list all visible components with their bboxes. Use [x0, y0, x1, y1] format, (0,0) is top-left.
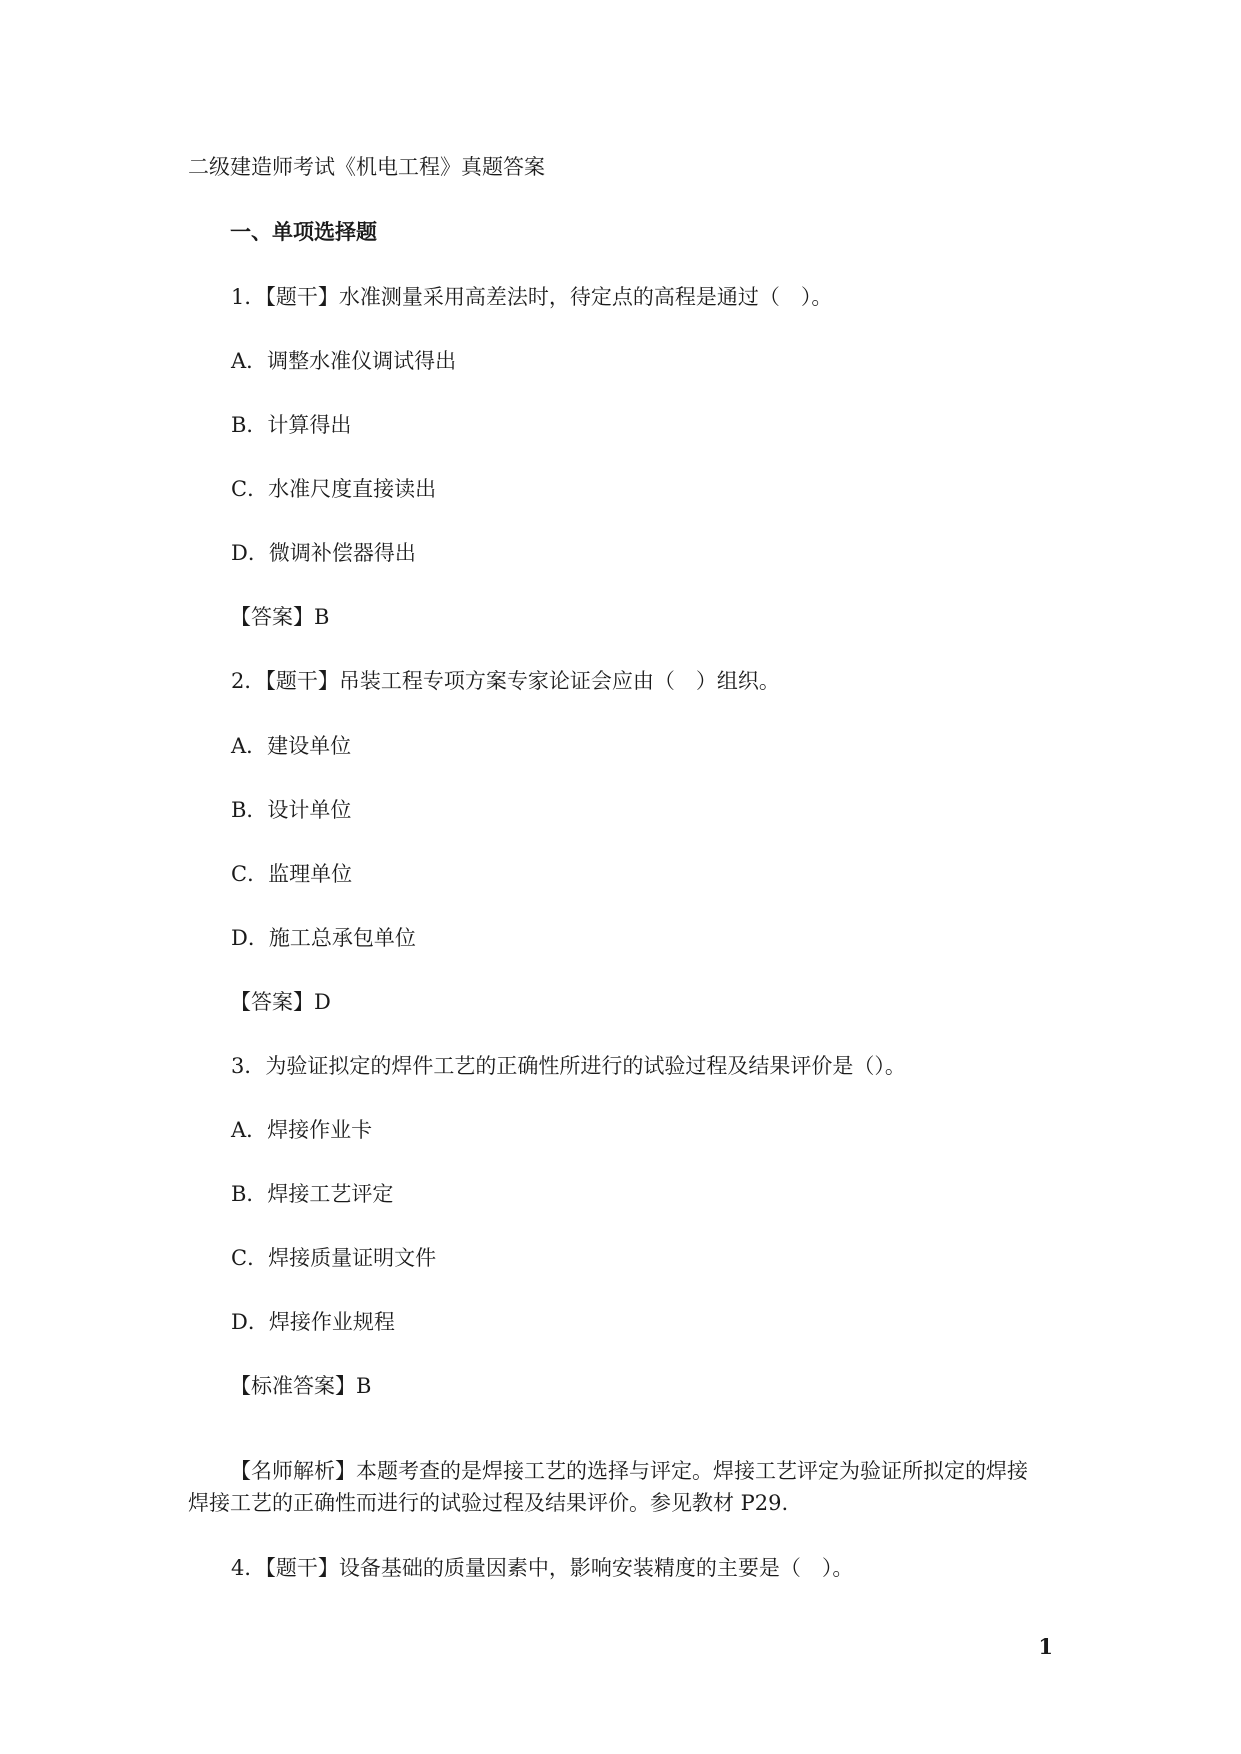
question-stem: 2．【题干】吊装工程专项方案专家论证会应由（ ）组织。 — [231, 669, 780, 693]
answer-option: A．调整水准仪调试得出 — [231, 349, 457, 373]
answer-option: C．焊接质量证明文件 — [231, 1246, 437, 1270]
question-stem: 1．【题干】水准测量采用高差法时，待定点的高程是通过（ ）。 — [231, 285, 833, 309]
answer-option: C．监理单位 — [231, 862, 353, 886]
answer-option: C．水准尺度直接读出 — [231, 477, 437, 501]
answer-key: 【答案】D — [230, 990, 331, 1014]
answer-key: 【答案】B — [230, 605, 330, 629]
explanation-line: 焊接工艺的正确性而进行的试验过程及结果评价。参见教材 P29. — [188, 1491, 789, 1515]
answer-option: A．建设单位 — [231, 734, 352, 758]
answer-option: D．焊接作业规程 — [231, 1310, 395, 1334]
answer-option: B．设计单位 — [231, 798, 352, 822]
answer-option: B．焊接工艺评定 — [231, 1182, 394, 1206]
explanation-line: 【名师解析】本题考查的是焊接工艺的选择与评定。焊接工艺评定为验证所拟定的焊接 — [230, 1459, 1028, 1483]
answer-option: A．焊接作业卡 — [231, 1118, 373, 1142]
answer-key: 【标准答案】B — [230, 1374, 372, 1398]
answer-option: D．施工总承包单位 — [231, 926, 416, 950]
question-stem: 4．【题干】设备基础的质量因素中，影响安装精度的主要是（ ）。 — [231, 1556, 854, 1580]
question-stem: 3．为验证拟定的焊件工艺的正确性所进行的试验过程及结果评价是（）。 — [231, 1054, 906, 1078]
page-number: 1 — [1038, 1634, 1053, 1659]
answer-option: D．微调补偿器得出 — [231, 541, 416, 565]
answer-option: B．计算得出 — [231, 413, 352, 437]
section-title: 一、单项选择题 — [230, 219, 377, 244]
document-title: 二级建造师考试《机电工程》真题答案 — [188, 155, 545, 179]
